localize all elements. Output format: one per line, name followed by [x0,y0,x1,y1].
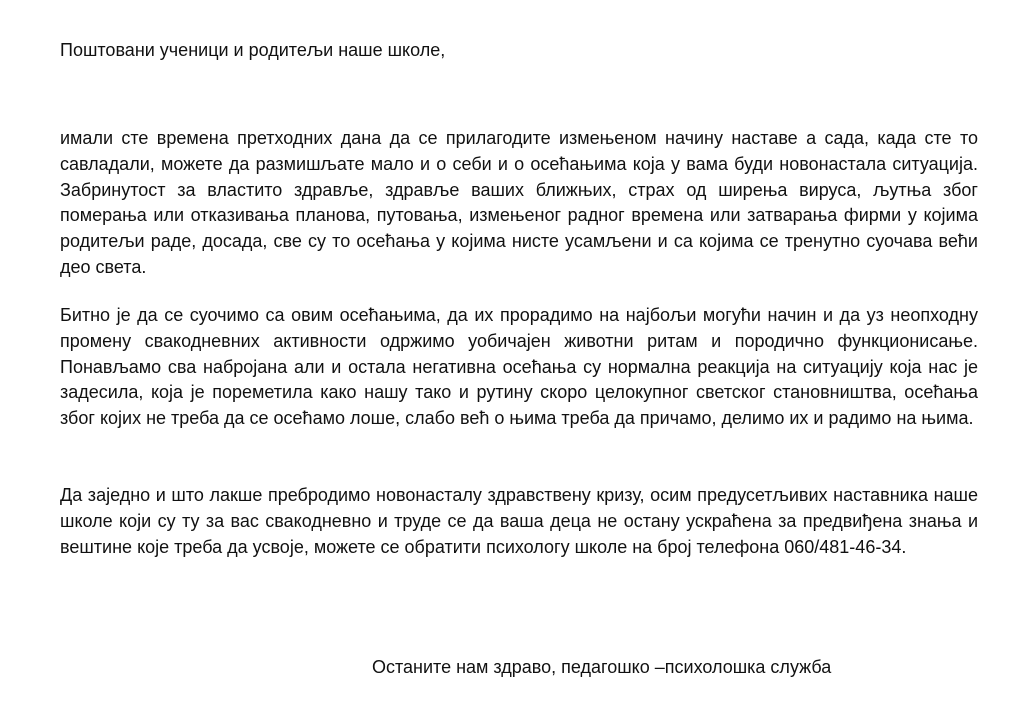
salutation: Поштовани ученици и родитељи наше школе, [60,40,446,60]
paragraph-3: Да заједно и што лакше пребродимо новонасталу здравствену кризу, осим предусетљивих наставника наше школе који су ту за вас свакодневно и труде се да ваша деца не остану ускраћена за предвиђена знања и вештине које треба да усвоје, можете се обратити психологу школе на број телефона 060/481-46-34. [60,485,978,557]
paragraph-2: Битно је да се суочимо са овим осећањима, да их прорадимо на најбољи могући начин и да уз неопходну промену свакодневних активности одржимо уобичајен животни ритам и породично функционисање. Понављамо сва набројана али и остала негативна осећања су нормална реакција на ситуацију која нас је задесила, која је пореметила како нашу тако и рутину скоро целокупног светског становништва, осећања због којих не треба да се осећамо лоше, слабо већ о њима треба да причамо, делимо их и радимо на њима. [60,305,978,429]
paragraph-1: имали сте времена претходних дана да се прилагодите измењеном начину наставе а сада, када сте то савладали, можете да размишљате мало и о себи и о осећањима која у вама буди новонастала ситуација. Забринутост за властито здравље, здравље ваших ближњих, страх од ширења вируса, љутња због померања или отказивања планова, путовања, измењеног радног времена или затварања фирми у којима родитељи раде, досада, све су то осећања у којима нисте усамљени и са којима се тренутно суочава већи део света. [60,128,978,277]
closing-signature: Останите нам здраво, педагошко –психолошка служба [372,657,832,677]
